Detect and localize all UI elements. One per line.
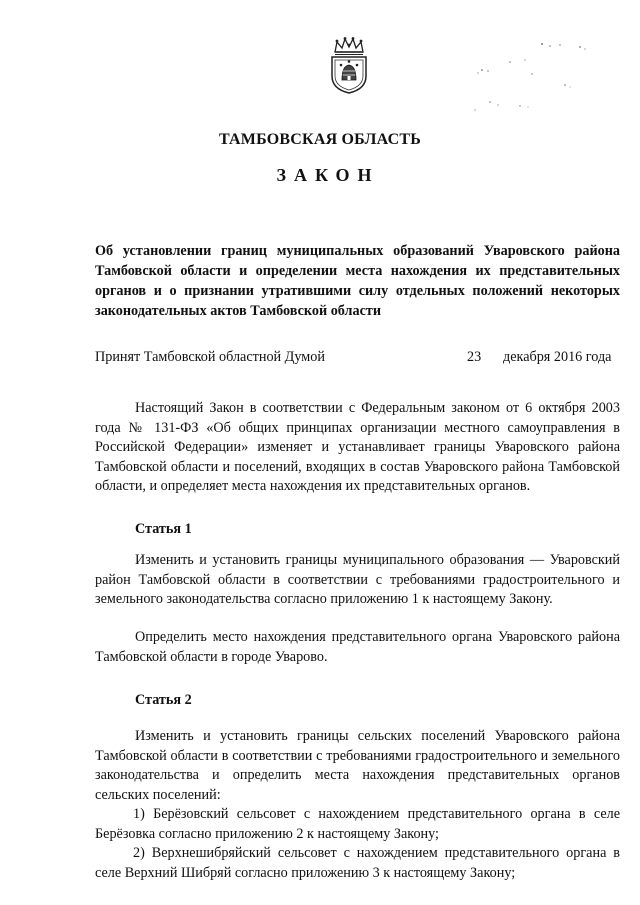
adoption-day: 23 <box>467 349 482 365</box>
region-title: ТАМБОВСКАЯ ОБЛАСТЬ <box>218 131 422 148</box>
article-2-paragraph-1: Изменить и установить границы сельских поселений Уваровского района Тамбовской области в соответствии с требованиями градостроительного и земельного законодательства и определить места нахождения представительных органов сельских поселений: <box>95 728 620 803</box>
adopted-by: Принят Тамбовской областной Думой <box>95 349 325 365</box>
coat-of-arms-icon <box>327 36 371 94</box>
article-2-heading: Статья 2 <box>135 692 192 708</box>
law-subject: Об установлении границ муниципальных образований Уваровского района Тамбовской области и определении места нахождения их представительных органов и о признании утратившими силу отдельных положений некоторых законодательных актов Тамбовской области <box>95 243 620 319</box>
article-1-paragraph-2: Определить место нахождения представительного органа Уваровского района Тамбовской области в городе Уварово. <box>95 629 620 665</box>
law-title: ЗАКОН <box>276 165 380 185</box>
preamble-paragraph: Настоящий Закон в соответствии с Федеральным законом от 6 октября 2003 года № 131-ФЗ «Об общих принципах организации местного самоуправления в Российской Федерации» изменяет и устанавливает границы Уваровского района Тамбовской области и поселений, входящих в состав Уваровского района Тамбовской области, и определяет места нахождения их представительных органов. <box>95 400 620 494</box>
adoption-date: декабря 2016 года <box>503 349 612 365</box>
scan-noise <box>470 40 600 120</box>
list-item: 1) Берёзовский сельсовет с нахождением представительного органа в селе Берёзовка согласно приложению 2 к настоящему Закону; <box>95 806 620 842</box>
list-item: 2) Верхнешибряйский сельсовет с нахождением представительного органа в селе Верхний Шибряй согласно приложению 3 к настоящему Закону; <box>95 845 620 881</box>
article-1-heading: Статья 1 <box>135 521 192 537</box>
article-1-paragraph-1: Изменить и установить границы муниципального образования — Уваровский район Тамбовской области в соответствии с требованиями градостроительного и земельного законодательства согласно приложению 1 к настоящему Закону. <box>95 552 620 607</box>
